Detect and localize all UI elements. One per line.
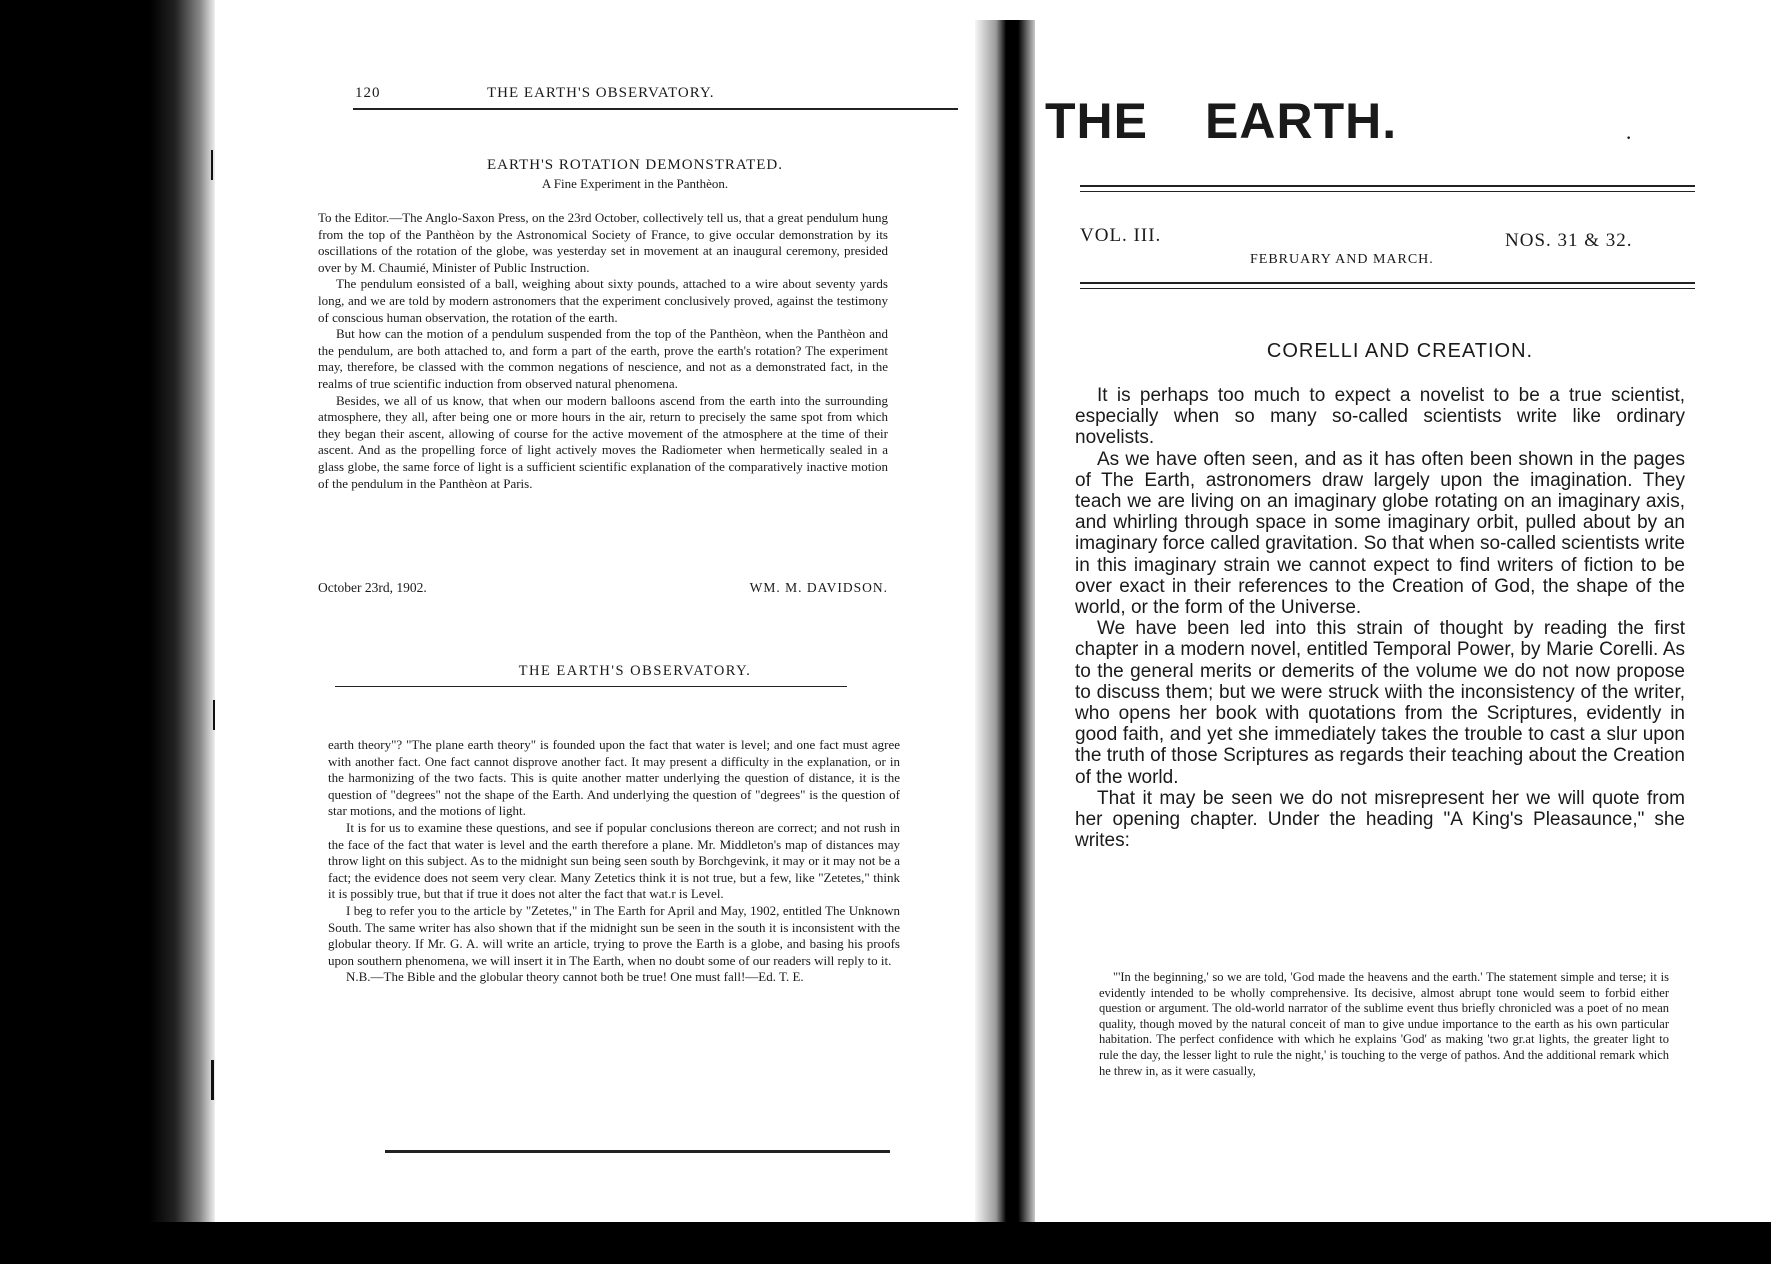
quote-paragraph: "'In the beginning,' so we are told, 'God made the heavens and the earth.' The statement simple and terse; it is evidently intended to be wholly comprehensive. Its decisive, almost abrupt tone would seem to forbid either question or argument. The old-world narrator of the sublime event thus briefly chronicled was a poet of no mean quality, though moved by the natural conceit of man to give undue importance to the earth as his own particular habitation. The perfect confidence with which he explains 'God' as making 'two gr.at lights, the greater light to rule the day, the lesser light to rule the night,' is touching to the verge of pathos. And the additional remark which he threw in, as it were casually, bbox=[1099, 970, 1669, 1078]
masthead-word: THE bbox=[1045, 93, 1148, 149]
observatory-body bbox=[328, 737, 900, 986]
book-spine-shadow bbox=[0, 0, 215, 1264]
observatory-paragraph: earth theory"? "The plane earth theory" is founded upon the fact that water is level; and one fact must agree with another fact. One fact cannot disprove another fact. It may present a difficulty in the explanation, or in the harmonizing of the two facts. This is quite another matter underlying the question of distance, it is the question of "degrees" not the shape of the Earth. And underlying the question of "degrees" is the question of star motions, and the motions of light. bbox=[328, 737, 900, 819]
masthead-rule-1 bbox=[1080, 185, 1695, 187]
mark-dot: · bbox=[1625, 125, 1633, 150]
running-head bbox=[355, 85, 935, 109]
masthead-rule-2 bbox=[1080, 191, 1695, 192]
letter-paragraph: But how can the motion of a pendulum suspended from the top of the Panthèon, when the Panthèon and the pendulum, are both attached to, and form a part of the earth, prove the earth's rotation? The experiment may, therefore, be classed with the common negations of nescience, and not as a demonstrated fact, in the realms of true scientific induction from observed natural phenomena. bbox=[318, 326, 888, 391]
masthead-word: EARTH. bbox=[1205, 93, 1398, 149]
article-paragraph: We have been led into this strain of thought by reading the first chapter in a modern novel, entitled Temporal Power, by Marie Corelli. As to the general merits or demerits of the volume we do not now propose to discuss them; but we were struck wiith the inconsistency of the writer, who opens her book with quotations from the Scriptures, evidently in good faith, and yet she immediately takes the trouble to cast a slur upon the truth of those Scriptures as regards their teaching about the Creation of the world. bbox=[1075, 618, 1685, 788]
observatory-rule bbox=[335, 686, 847, 687]
page-number: 120 bbox=[355, 85, 381, 101]
right-page bbox=[1035, 20, 1771, 1222]
article-paragraph: That it may be seen we do not misrepresent her we will quote from her opening chapter. Under the heading "A King's Pleasaunce," she writes: bbox=[1075, 787, 1685, 852]
article-title: CORELLI AND CREATION. bbox=[1266, 340, 1534, 362]
letter-paragraph: Besides, we all of us know, that when our modern balloons ascend from the earth into the surrounding atmosphere, they all, after being one or more hours in the air, return to precisely the same spot from which they began their ascent, allowing of course for the active movement of the atmosphere at the time of their ascent. And as the propelling force of light actively moves the Radiometer when hermetically sealed in a glass globe, the same force of light is a sufficient scientific explanation of the comparatively inactive motion of the pendulum in the Panthèon at Paris. bbox=[318, 392, 888, 491]
observatory-paragraph: N.B.—The Bible and the globular theory cannot both be true! One must fall!—Ed. T. E. bbox=[346, 969, 804, 985]
letter-paragraph: To the Editor.—The Anglo-Saxon Press, on the 23rd October, collectively tell us, that a great pendulum hung from the top of the Panthèon by the Astronomical Society of France, to give occular demonstration by its oscillations of the rotation of the globe, was yesterday set in movement at an inaugural ceremony, presided over by M. Chaumié, Minister of Public Instruction. bbox=[318, 210, 888, 275]
block-quote bbox=[1099, 970, 1669, 1079]
article-paragraph: As we have often seen, and as it has often been shown in the pages of The Earth, astronomers draw largely upon the imagination. They teach we are living on an imaginary globe rotating on an imaginary axis, and whirling through space in some imaginary orbit, pulled about by an imaginary force called gravitation. So that when so-called scientists write in this imaginary strain we cannot expect to find writers of fiction to be over exact in their references to the Creation of God, the shape of the world, or the form of the Universe. bbox=[1075, 448, 1685, 619]
footer-rule bbox=[385, 1150, 890, 1153]
scan-border-bottom bbox=[0, 1222, 1771, 1264]
letter-signature: WM. M. DAVIDSON. bbox=[749, 580, 888, 595]
issue-numbers: NOS. 31 & 32. bbox=[1505, 230, 1633, 251]
article-body bbox=[1075, 385, 1685, 851]
running-head-title: THE EARTH'S OBSERVATORY. bbox=[487, 85, 715, 101]
observatory-title: THE EARTH'S OBSERVATORY. bbox=[518, 663, 752, 679]
issue-date: FEBRUARY AND MARCH. bbox=[1250, 252, 1434, 267]
article-paragraph: It is perhaps too much to expect a novelist to be a true scientist, especially when so many so-called scientists write like ordinary novelists. bbox=[1075, 385, 1685, 449]
volume-label: VOL. III. bbox=[1080, 225, 1162, 246]
letter-paragraph: The pendulum eonsisted of a ball, weighing about sixty pounds, attached to a wire about seventy yards long, and we are told by modern astronomers that the experiment conclusively proved, against the testimony of conscious human observation, the rotation of the earth. bbox=[318, 276, 888, 325]
letter-title: EARTH'S ROTATION DEMONSTRATED. bbox=[486, 157, 783, 173]
letter-body bbox=[318, 210, 888, 492]
header-rule bbox=[353, 108, 958, 110]
observatory-paragraph: I beg to refer you to the article by "Zetetes," in The Earth for April and May, 1902, entitled The Unknown South. The same writer has also shown that if the midnight sun be seen in the south it is inconsistent with the globular theory. If Mr. G. A. will write an article, trying to prove the Earth is a globe, and basing his proofs upon southern phenomena, we will insert it in The Earth, when no doubt some of our readers will reply to it. bbox=[328, 902, 900, 968]
issue-rule-2 bbox=[1080, 288, 1695, 289]
observatory-paragraph: It is for us to examine these questions, and see if popular conclusions thereon are correct; and not rush in the face of the fact that water is level and the earth therefore a plane. Mr. Middleton's map of distances may throw light on this subject. As to the midnight sun being seen south by Borchgevink, it may or it may not be a fact; the evidence does not seem very clear. Many Zetetics think it is not true, but a few, like "Zetetes," think it is possibly true, but that if true it does not alter the fact that wat.r is Level. bbox=[328, 819, 900, 902]
letter-subtitle: A Fine Experiment in the Panthèon. bbox=[541, 176, 729, 191]
left-page bbox=[215, 0, 975, 1222]
book-gutter bbox=[975, 20, 1035, 1230]
letter-date: October 23rd, 1902. bbox=[318, 580, 427, 595]
issue-rule-1 bbox=[1080, 282, 1695, 284]
